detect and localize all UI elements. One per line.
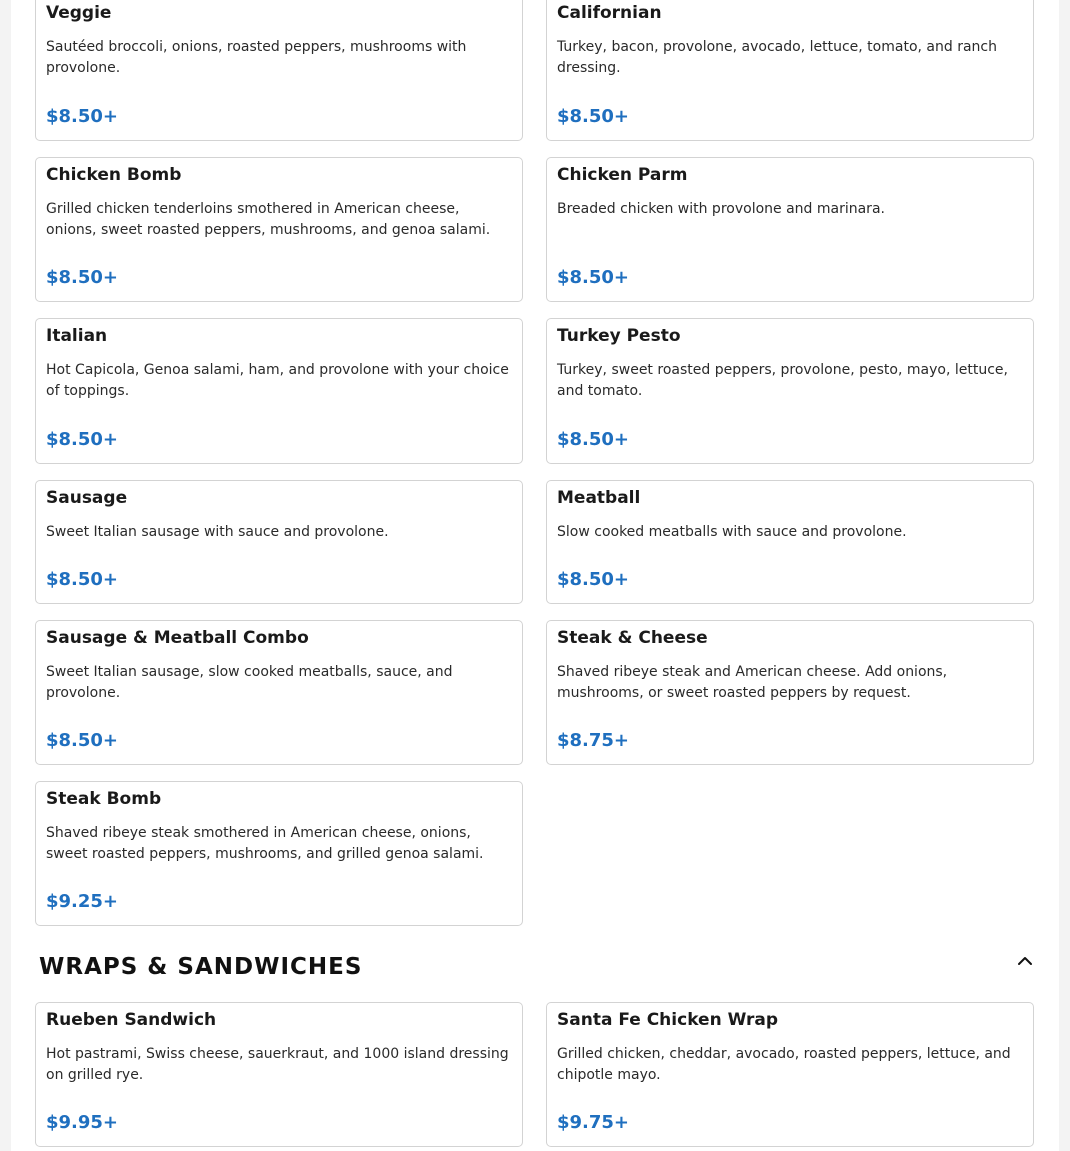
menu-item-card[interactable] xyxy=(546,480,1034,604)
menu-item-price: $8.50+ xyxy=(46,429,119,450)
menu-item-name: Chicken Bomb xyxy=(46,165,182,185)
menu-item-name: Chicken Parm xyxy=(557,165,688,185)
menu-item-price: $8.50+ xyxy=(557,267,630,288)
menu-item-name: Rueben Sandwich xyxy=(46,1010,217,1030)
menu-item-name: Meatball xyxy=(557,488,641,508)
menu-item-price: $8.50+ xyxy=(46,106,119,127)
menu-item-name: Steak Bomb xyxy=(46,789,162,809)
menu-item-card[interactable] xyxy=(546,1002,1034,1147)
menu-item-price: $8.50+ xyxy=(46,267,119,288)
menu-item-description: Hot Capicola, Genoa salami, ham, and provolone with your choice of toppings. xyxy=(46,362,509,399)
menu-item-price: $9.25+ xyxy=(46,891,119,912)
menu-item-card[interactable] xyxy=(35,781,523,926)
menu-item-price: $8.50+ xyxy=(557,429,630,450)
menu-item-price: $8.75+ xyxy=(557,730,630,751)
menu-item-card[interactable] xyxy=(546,318,1034,464)
menu-item-description: Shaved ribeye steak and American cheese. Add onions, mushrooms, or sweet roasted peppers by request. xyxy=(557,664,948,701)
menu-item-price: $8.50+ xyxy=(46,569,119,590)
menu-item-description: Turkey, bacon, provolone, avocado, lettuce, tomato, and ranch dressing. xyxy=(557,39,997,76)
menu-item-price: $8.50+ xyxy=(557,106,630,127)
menu-item-card[interactable] xyxy=(35,318,523,464)
menu-item-name: Turkey Pesto xyxy=(557,326,681,346)
menu-item-description: Sweet Italian sausage, slow cooked meatballs, sauce, and provolone. xyxy=(46,664,453,701)
menu-item-name: Sausage xyxy=(46,488,128,508)
menu-item-card[interactable] xyxy=(35,0,523,141)
menu-item-card[interactable] xyxy=(546,0,1034,141)
menu-item-name: Veggie xyxy=(46,3,112,23)
menu-item-name: Santa Fe Chicken Wrap xyxy=(557,1010,779,1030)
menu-item-price: $9.95+ xyxy=(46,1112,119,1133)
menu-item-description: Breaded chicken with provolone and marinara. xyxy=(557,201,885,217)
menu-item-description: Sweet Italian sausage with sauce and provolone. xyxy=(46,524,389,540)
menu-item-name: Sausage & Meatball Combo xyxy=(46,628,309,648)
menu-item-name: Steak & Cheese xyxy=(557,628,708,648)
menu-item-card[interactable] xyxy=(35,620,523,765)
menu-item-card[interactable] xyxy=(35,157,523,302)
menu-item-price: $8.50+ xyxy=(557,569,630,590)
menu-item-name: Californian xyxy=(557,3,662,23)
menu-item-description: Sautéed broccoli, onions, roasted peppers, mushrooms with provolone. xyxy=(46,39,467,76)
menu-item-description: Turkey, sweet roasted peppers, provolone, pesto, mayo, lettuce, and tomato. xyxy=(557,362,1008,399)
menu-item-description: Grilled chicken tenderloins smothered in American cheese, onions, sweet roasted peppers, mushrooms, and genoa salami. xyxy=(46,201,491,238)
menu-item-name: Italian xyxy=(46,326,108,346)
menu-item-card[interactable] xyxy=(546,157,1034,302)
menu-item-card[interactable] xyxy=(546,620,1034,765)
section-title-wraps-sandwiches: WRAPS & SANDWICHES xyxy=(39,954,363,980)
menu-item-description: Slow cooked meatballs with sauce and provolone. xyxy=(557,524,907,540)
menu-item-price: $8.50+ xyxy=(46,730,119,751)
menu-item-price: $9.75+ xyxy=(557,1112,630,1133)
menu-item-description: Hot pastrami, Swiss cheese, sauerkraut, and 1000 island dressing on grilled rye. xyxy=(46,1046,509,1083)
chevron-up-icon[interactable] xyxy=(1013,949,1037,971)
menu-item-description: Grilled chicken, cheddar, avocado, roasted peppers, lettuce, and chipotle mayo. xyxy=(557,1046,1011,1083)
menu-item-card[interactable] xyxy=(35,480,523,604)
menu-item-card[interactable] xyxy=(35,1002,523,1147)
menu-item-description: Shaved ribeye steak smothered in American cheese, onions, sweet roasted peppers, mushrooms, and grilled genoa salami. xyxy=(46,825,484,862)
